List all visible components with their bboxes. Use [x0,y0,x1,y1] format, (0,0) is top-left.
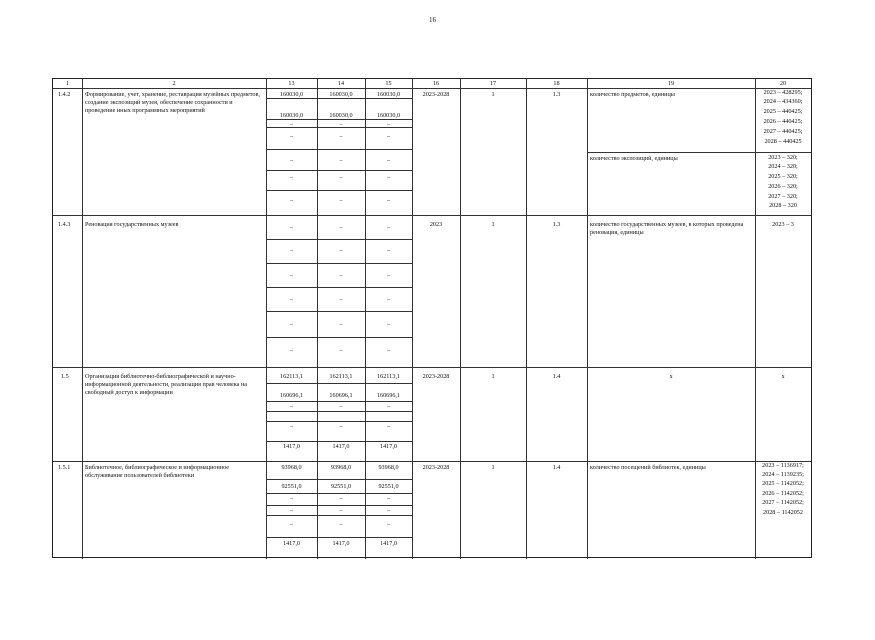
col17-value: 1 [491,221,495,228]
indicator-name: количество посещений библиотек, единицы [590,464,706,471]
finance-value: – [386,174,391,181]
finance-value: – [339,133,343,140]
finance-value: 162113,1 [280,373,303,380]
finance-value: 1417,0 [379,540,397,547]
finance-value: 160030,0 [279,91,304,98]
header-cell: 14 [337,80,345,87]
indicator-value: 2024 – 434360; [763,98,803,105]
indicator-value: 2026 – 440425; [763,118,803,125]
indicator-name: количество предметов, единицы [590,91,675,98]
row-number: 1.5 [61,373,69,380]
finance-value: 93968,0 [281,464,302,471]
finance-value: – [386,347,391,354]
finance-value: 160696,1 [279,392,304,399]
period: 2023-2028 [422,91,450,98]
finance-value: – [386,403,391,410]
header-cell: 1 [65,80,70,87]
finance-value: – [289,321,294,328]
indicator-value: х [781,373,785,380]
finance-value: 1417,0 [379,443,397,450]
col18-value: 1.4 [552,373,561,380]
finance-value: – [289,347,294,354]
indicator-value: 2028 – 1142052 [763,509,803,516]
finance-value: 1417,0 [282,540,300,547]
finance-value: – [289,272,294,279]
header-divider [53,88,811,89]
finance-value: – [289,133,294,140]
finance-value: 160030,0 [279,112,304,119]
finance-value: – [289,121,294,128]
finance-value: – [386,121,391,128]
col18-value: 1.3 [552,91,561,98]
header-cell: 16 [432,80,440,87]
finance-value: – [339,197,343,204]
program-table [52,78,812,558]
finance-value: – [289,224,294,231]
finance-value: – [289,247,294,254]
indicator-value: 2026 – 320; [768,183,798,190]
finance-value: 162113,1 [377,373,400,380]
col-divider [460,79,461,559]
finance-value: 160030,0 [376,112,401,119]
finance-value: – [289,521,294,528]
finance-value: – [339,272,343,279]
finance-value: – [289,197,294,204]
finance-value: 160696,1 [376,392,401,399]
indicator-value: 2023 – 3 [772,221,794,228]
finance-value: – [339,321,343,328]
finance-value: – [386,296,391,303]
page-number: 16 [429,16,436,24]
row-number: 1.4.3 [58,221,71,228]
indicator-value: 2027 – 320; [768,193,798,200]
period: 2023-2028 [422,464,450,471]
col-divider [82,79,83,559]
header-cell: 18 [553,80,560,87]
col-divider [587,79,588,559]
finance-value: – [339,495,343,502]
finance-value: – [386,197,391,204]
indicator-value: 2023 – 320; [768,154,798,161]
row-divider [53,367,811,368]
col17-value: 1 [491,91,495,98]
finance-value: – [339,507,343,514]
indicator-name: количество экспозиций, единицы [590,155,678,162]
row-divider [53,215,811,216]
header-cell: 20 [779,80,787,87]
row-divider [53,461,811,462]
indicator-value: 2023 – 1136917; [762,462,804,469]
indicator-value: 2024 – 320; [768,163,798,170]
finance-value: – [289,174,294,181]
finance-value: 160030,0 [329,91,353,98]
finance-value: – [289,495,294,502]
finance-value: – [386,423,391,430]
finance-value: – [339,224,343,231]
indicator-value: 2028 – 320 [769,202,797,209]
period: 2023-2028 [422,373,450,380]
finance-value: – [386,507,391,514]
finance-value: 160030,0 [329,112,353,119]
finance-value: – [339,121,343,128]
indicator-value: 2025 – 1142052; [762,480,804,487]
row-name: Библиотечное, библиографическое и информационное обслуживание пользователей библиотеки [85,464,230,479]
col-divider [412,79,413,559]
indicator-value: 2027 – 440425; [763,128,803,135]
finance-value: 1417,0 [332,540,350,547]
finance-value: – [289,507,294,514]
finance-value: – [289,296,294,303]
col17-value: 1 [491,373,495,380]
finance-value: – [386,495,391,502]
finance-value: – [339,347,343,354]
finance-value: – [386,272,391,279]
col17-value: 1 [491,464,495,471]
finance-value: – [386,157,391,164]
finance-value: – [289,157,294,164]
indicator-value: 2025 – 440425; [763,108,803,115]
row-number: 1.5.1 [58,464,71,471]
indicator-name: х [669,373,673,380]
indicator-value: 2026 – 1142052; [762,490,804,497]
indicator-value: 2023 – 428295; [763,89,803,96]
col-divider [526,79,527,559]
indicator-value: 2024 – 1139235; [762,471,804,478]
finance-value: – [386,224,391,231]
finance-value: – [339,157,343,164]
indicator-divider [587,152,811,153]
finance-value: – [386,521,391,528]
finance-value: – [339,174,343,181]
finance-value: 92551,0 [330,483,352,490]
indicator-value: 2027 – 1142052; [762,499,804,506]
finance-value: 1417,0 [332,443,350,450]
finance-value: 162113,1 [329,373,353,380]
indicator-value: 2025 – 320; [768,173,798,180]
finance-value: 93968,0 [330,464,352,471]
header-cell: 17 [489,80,497,87]
row-name: Реновация государственных музеев [85,221,179,228]
finance-value: – [289,423,294,430]
col18-value: 1.4 [552,464,561,471]
row-name: Организация библиотечно-библиографической и научно-информационной деятельности, реализация прав человека на свободный доступ к информации [85,373,248,396]
finance-value: – [386,321,391,328]
finance-value: – [386,247,391,254]
finance-value: – [339,247,343,254]
finance-value: 160030,0 [376,91,401,98]
finance-value: – [289,403,294,410]
indicator-value: 2028 – 440425 [764,138,802,145]
header-cell: 19 [667,80,675,87]
period: 2023 [429,221,443,228]
row-name: Формирование, учет, хранение, реставрация музейных предметов, создание экспозиций музея, обеспечение сохранности и проведение иных программных мероприятий [85,91,260,114]
header-cell: 15 [385,80,392,87]
indicator-name: количество государственных музеев, в которых проведена реновация, единицы [590,221,744,236]
finance-value: 1417,0 [282,443,300,450]
finance-value: – [339,423,343,430]
finance-value: – [339,296,343,303]
col18-value: 1.3 [552,221,561,228]
finance-value: – [386,133,391,140]
row-number: 1.4.2 [58,91,71,98]
finance-value: 93968,0 [378,464,399,471]
finance-value: – [339,403,343,410]
finance-value: 92551,0 [281,483,302,490]
finance-value: 160696,1 [329,392,353,399]
finance-value: 92551,0 [378,483,399,490]
header-cell: 2 [172,80,176,87]
finance-value: – [339,521,343,528]
header-cell: 13 [288,80,295,87]
